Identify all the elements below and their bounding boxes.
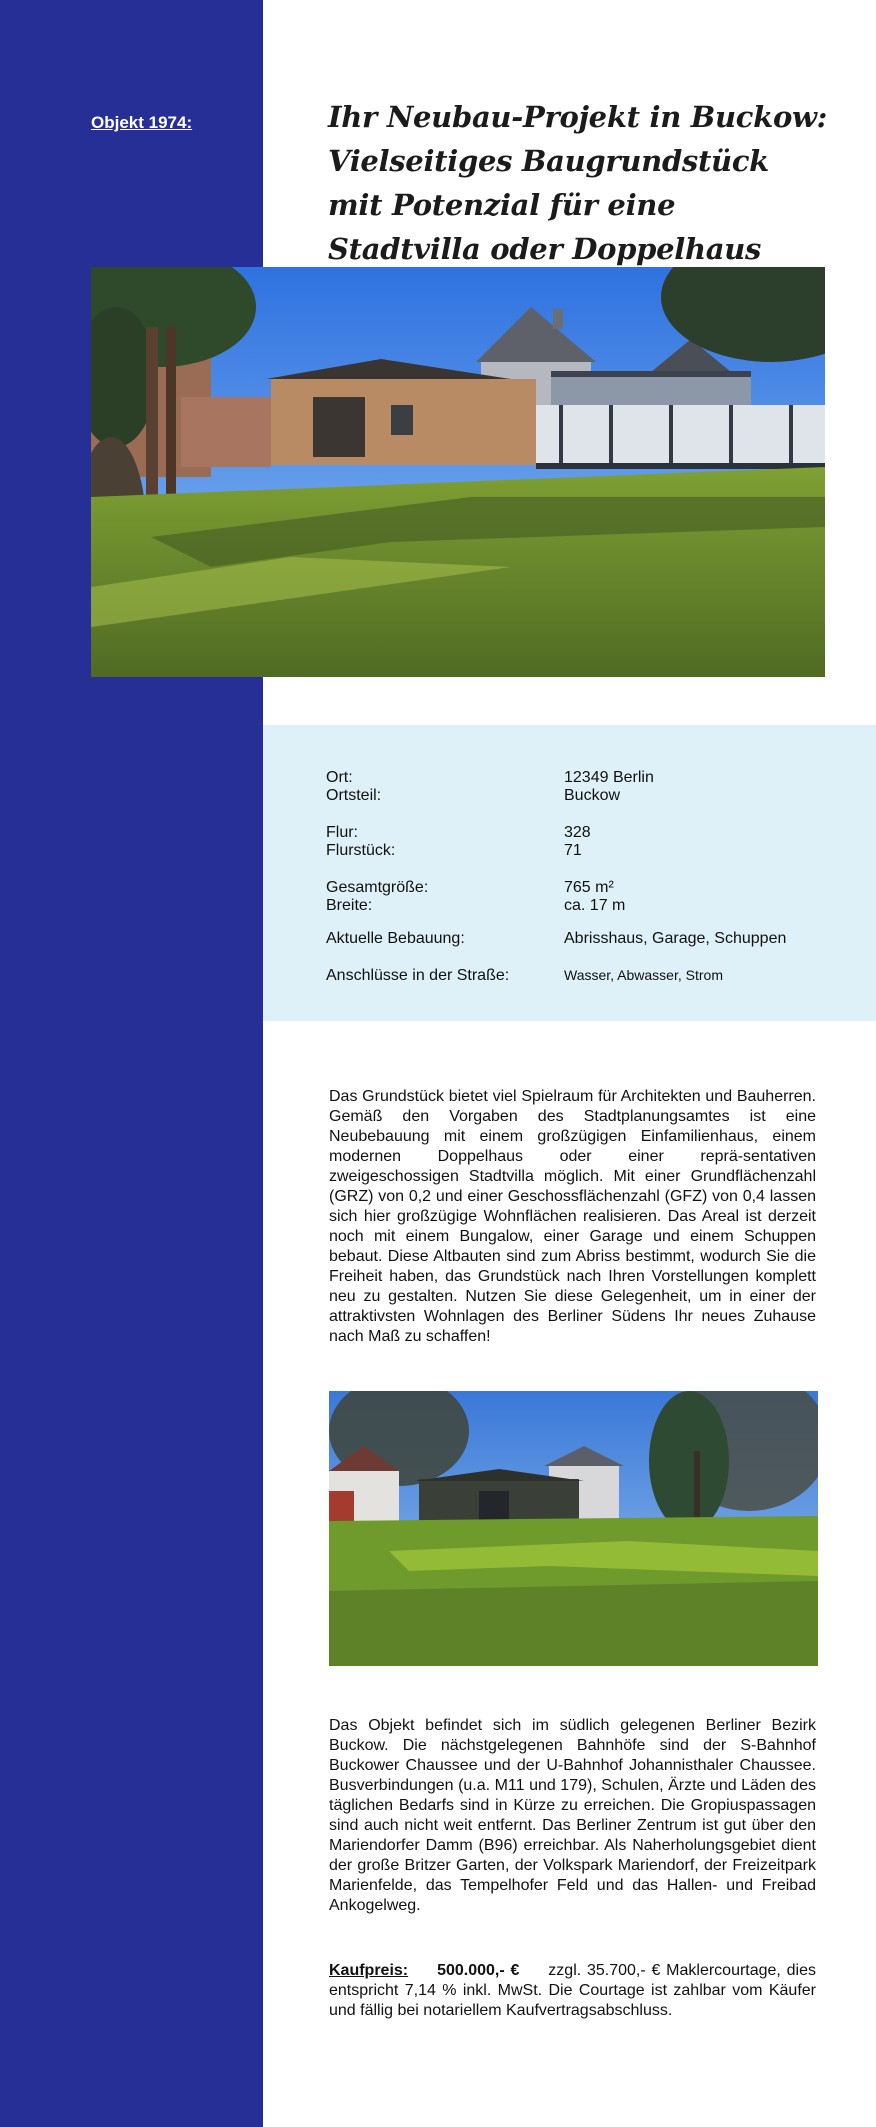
object-number-label: Objekt 1974: [91, 113, 193, 132]
price-note: zzgl. 35.700,- € Maklercourtage, dies entspricht 7,14 % inkl. MwSt. Die Courtage ist zahlbar vom Käufer und fällig bei notariellem Kaufvertragsabschluss. [329, 1962, 817, 2019]
fact-value-breite: ca. 17 m [564, 897, 626, 914]
fact-value-ort: 12349 Berlin [564, 769, 654, 786]
fact-label-anschluesse: Anschlüsse in der Straße: [326, 967, 510, 984]
description-paragraph-property: Das Grundstück bietet viel Spielraum für Architekten und Bauherren. Gemäß den Vorgaben des Stadtplanungsamtes ist eine Neubebauung mit einem großzügigen Einfamilienhaus, einem modernen Doppelhaus oder einer reprä-sentativen zweigeschossigen Stadtvilla möglich. Mit einer Grundflächenzahl (GRZ) von 0,2 und einer Geschossflächenzahl (GFZ) von 0,4 lassen sich hier großzügige Wohnflächen realisieren. Das Areal ist derzeit noch mit einem Bungalow, einer Garage und einem Schuppen bebaut. Diese Altbauten sind zum Abriss bestimmt, wodurch Sie die Freiheit haben, das Grundstück nach Ihren Vorstellungen komplett neu zu gestalten. Nutzen Sie diese Gelegenheit, um in einer der attraktivsten Wohnlagen des Berliner Südens Ihr neues Zuhause nach Maß zu schaffen! [329, 1088, 816, 1345]
fact-value-bebauung: Abrisshaus, Garage, Schuppen [564, 930, 787, 947]
price-section [329, 1961, 816, 2021]
fact-label-flurstueck: Flurstück: [326, 842, 396, 859]
fact-value-ortsteil: Buckow [564, 787, 621, 804]
description-paragraph-location: Das Objekt befindet sich im südlich gelegenen Berliner Bezirk Buckow. Die nächstgelegenen Bahnhöfe sind der S-Bahnhof Buckower Chaussee und der U-Bahnhof Johannisthaler Chaussee. Busverbindungen (u.a. M11 und 179), Schulen, Ärzte und Läden des täglichen Bedarfs sind in Kürze zu erreichen. Die Gropiuspassagen sind auch nicht weit entfernt. Das Berliner Zentrum ist gut über den Mariendorfer Damm (B96) erreichbar. Als Naherholungsgebiet dient der große Britzer Garten, der Volkspark Mariendorf, der Freizeitpark Marienfelde, das Tempelhofer Feld und das Hallen- und Freibad Ankogelweg. [329, 1717, 816, 1914]
fact-value-flur: 328 [564, 824, 591, 841]
fact-label-ortsteil: Ortsteil: [326, 787, 382, 804]
fact-value-flurstueck: 71 [564, 842, 582, 859]
fact-label-bebauung: Aktuelle Bebauung: [326, 930, 465, 947]
fact-label-breite: Breite: [326, 897, 373, 914]
fact-label-flur: Flur: [326, 824, 358, 841]
fact-value-gesamtgroesse: 765 m² [564, 879, 614, 896]
fact-label-ort: Ort: [326, 769, 353, 786]
fact-label-gesamtgroesse: Gesamtgröße: [326, 879, 429, 896]
property-photo-garden [329, 1391, 818, 1666]
price-label: Kaufpreis: [329, 1962, 409, 1979]
page-title: Ihr Neubau-Projekt in Buckow: Vielseitiges Baugrundstück mit Potenzial für eine Stadtvilla oder Doppelhaus [328, 100, 828, 266]
property-photo-bungalow [91, 267, 825, 677]
fact-value-anschluesse: Wasser, Abwasser, Strom [564, 967, 723, 983]
price-value: 500.000,- € [437, 1962, 520, 1979]
